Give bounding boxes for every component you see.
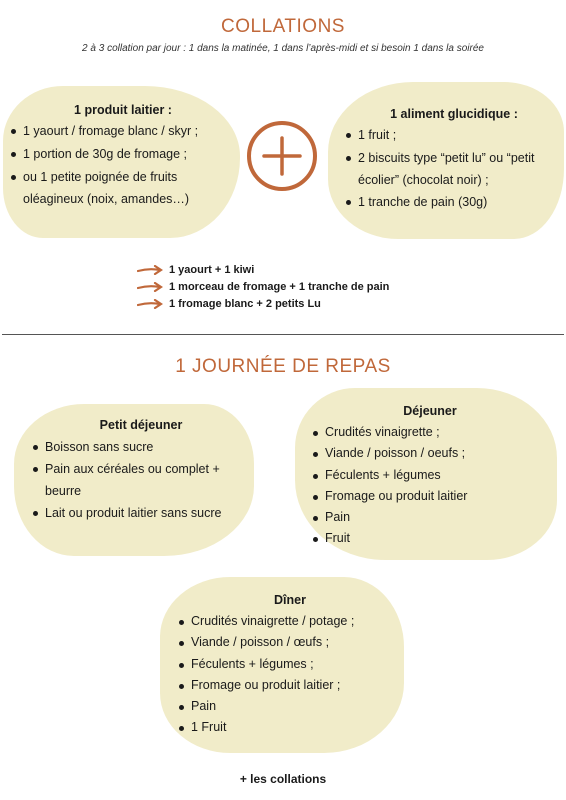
- list-item: 1 yaourt / fromage blanc / skyr ;: [10, 120, 236, 143]
- list-item: 1 portion de 30g de fromage ;: [10, 143, 236, 166]
- dairy-heading: 1 produit laitier :: [74, 103, 172, 117]
- arrow-icon: [137, 265, 163, 275]
- list-item: Féculents + légumes: [312, 465, 548, 486]
- list-item: 1 Fruit: [178, 717, 402, 738]
- examples-list: [137, 261, 389, 312]
- lunch-card: [312, 401, 548, 550]
- section-divider: [2, 334, 564, 335]
- list-item: 1 fruit ;: [345, 124, 563, 147]
- list-item: Féculents + légumes ;: [178, 654, 402, 675]
- example-text: 1 morceau de fromage + 1 tranche de pain: [169, 280, 390, 293]
- list-item: Lait ou produit laitier sans sucre: [32, 502, 250, 524]
- list-item: 1 tranche de pain (30g): [345, 191, 563, 214]
- list-item: Crudités vinaigrette / potage ;: [178, 611, 402, 632]
- plus-circle-icon: [244, 118, 320, 194]
- example-row: [137, 261, 389, 278]
- arrow-icon: [137, 299, 163, 309]
- collations-subtitle: 2 à 3 collation par jour : 1 dans la matinée, 1 dans l’après-midi et si besoin 1 dans la soirée: [82, 43, 484, 54]
- breakfast-card: [32, 415, 250, 524]
- list-item: Viande / poisson / oeufs ;: [312, 443, 548, 464]
- list-item: 2 biscuits type “petit lu” ou “petit écolier” (chocolat noir) ;: [345, 147, 563, 191]
- example-row: [137, 278, 389, 295]
- arrow-icon: [137, 282, 163, 292]
- list-item: Crudités vinaigrette ;: [312, 422, 548, 443]
- list-item: Fruit: [312, 528, 548, 549]
- example-text: 1 yaourt + 1 kiwi: [169, 263, 255, 276]
- dinner-heading: Dîner: [274, 593, 306, 607]
- carb-heading: 1 aliment glucidique :: [390, 107, 518, 121]
- footer-note: + les collations: [239, 772, 327, 786]
- example-row: [137, 295, 389, 312]
- lunch-heading: Déjeuner: [403, 404, 457, 418]
- list-item: ou 1 petite poignée de fruits oléagineux (noix, amandes…): [10, 166, 236, 210]
- dairy-card: [10, 100, 236, 210]
- list-item: Boisson sans sucre: [32, 436, 250, 458]
- list-item: Viande / poisson / œufs ;: [178, 632, 402, 653]
- list-item: Pain: [178, 696, 402, 717]
- list-item: Pain: [312, 507, 548, 528]
- list-item: Pain aux céréales ou complet + beurre: [32, 458, 250, 502]
- example-text: 1 fromage blanc + 2 petits Lu: [169, 297, 321, 310]
- dinner-card: [178, 590, 402, 739]
- carb-card: [345, 104, 563, 214]
- list-item: Fromage ou produit laitier ;: [178, 675, 402, 696]
- list-item: Fromage ou produit laitier: [312, 486, 548, 507]
- breakfast-heading: Petit déjeuner: [99, 418, 183, 432]
- day-title: 1 JOURNÉE DE REPAS: [175, 356, 391, 377]
- collations-title: COLLATIONS: [221, 16, 345, 37]
